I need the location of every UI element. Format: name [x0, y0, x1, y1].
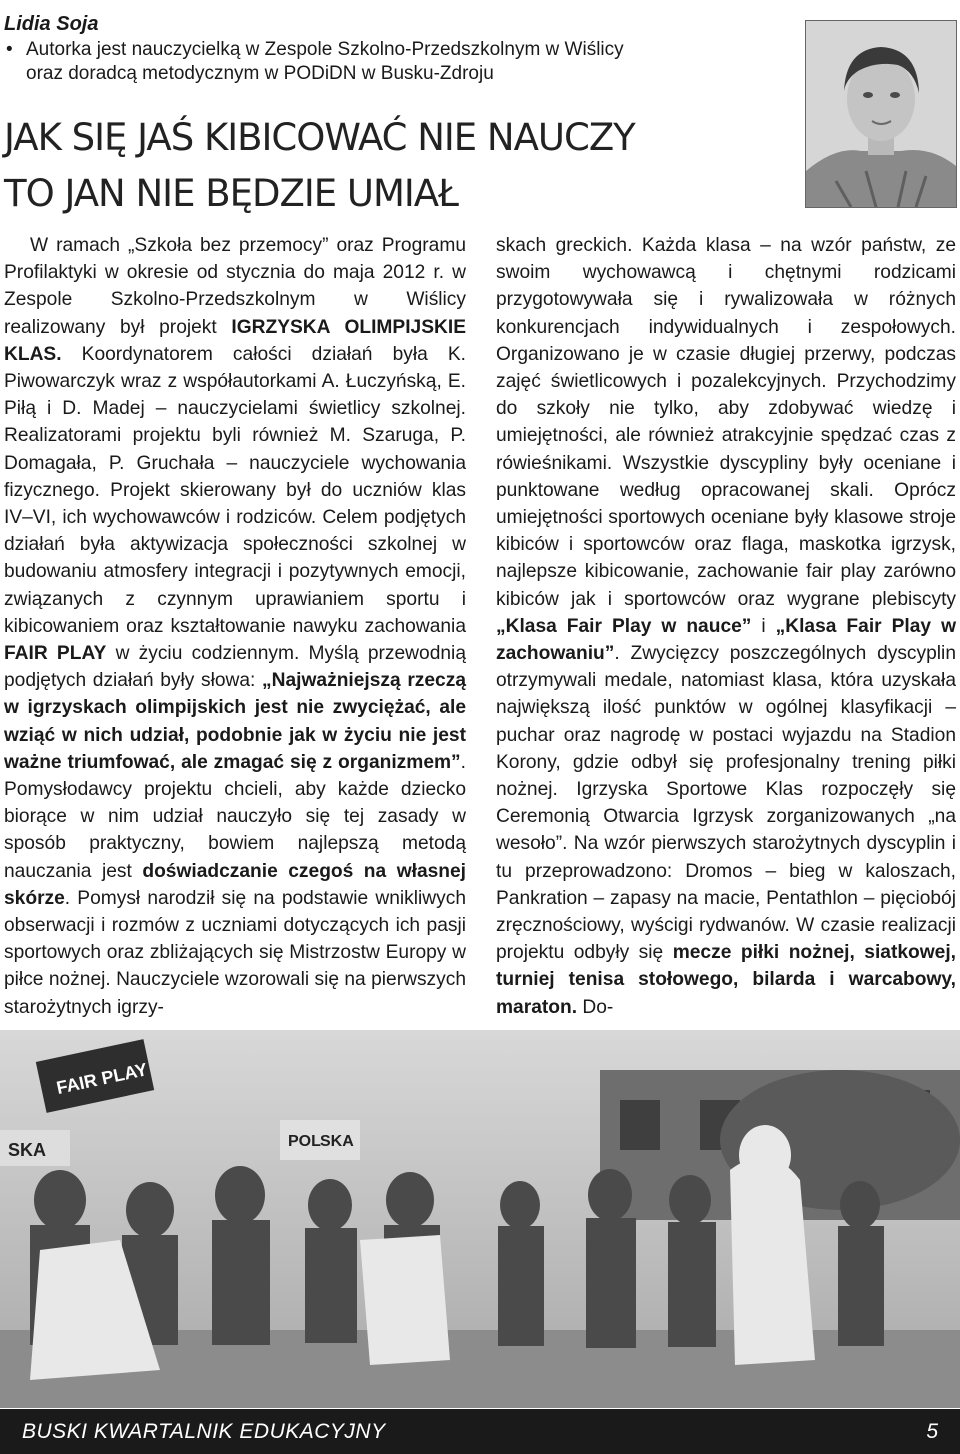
text-run: W ramach „Szkoła bez przemocy” oraz Programu Profilaktyki w okresie od stycznia do maja 2012 r. w Zespole Szkolno-Przedszkolnym w Wiślicy realizowany był projekt — [4, 235, 466, 338]
text-run: i — [751, 615, 776, 637]
text-run: skach greckich. Każda klasa – na wzór państw, ze swoim wychowawcą i chętnymi rodzicami przygotowywała się i rywalizowała w różnych konkurencjach indywidualnych i zespołowych. Organizowano je w czasie długiej przerwy, podczas zajęć świetlicowych i pozalekcyjnych. Przychodzimy do szkoły nie tylko, aby zdobywać wiedzę i umiejętności, ale również atrakcyjnie spędzać czas z rówieśnikami. Wszystkie dyscypliny były oceniane i punktowane według opracowanej skali. Oprócz umiejętności sportowych oceniane były klasowe stroje kibiców i sportowców oraz flaga, maskotka igrzysk, najlepsze kibicowanie, zachowanie fair play zarówno kibiców jak i sportowców oraz wygrane plebiscyty — [496, 235, 956, 610]
article-column-right — [496, 232, 956, 1021]
bullet-icon: • — [6, 39, 13, 60]
publication-title: BUSKI KWARTALNIK EDUKACYJNY — [22, 1419, 386, 1443]
author-bio-text: Autorka jest nauczycielką w Zespole Szkolno-Przedszkolnym w Wiślicy oraz doradcą metodycznym w PODiDN w Busku-Zdroju — [26, 39, 624, 84]
text-run: . Zwycięzcy poszczególnych dyscyplin otrzymywali medale, natomiast klasa, która uzyskała największą ilość punktów w ogólnej klasyfikacji – puchar oraz nagrodę w postaci wyjazdu na Stadion Korony, gdzie odbył się profesjonalny trening piłki nożnej. Igrzyska Sportowe Klas rozpoczęły się Ceremonią Otwarcia Igrzysk zorganizowanych „na wesoło”. Na wzór pierwszych starożytnych dyscyplin i tu przeprowadzono: Dromos – bieg w kaloszach, Pankration – zapasy na macie, Pentathlon – pięciobój zręcznościowy, wyścigi rydwanów. W czasie realizacji projektu odbyły się — [496, 643, 956, 964]
bold-text-run: „Klasa Fair Play w nauce” — [496, 615, 752, 637]
sign-text: SKA — [320, 1133, 354, 1150]
page-number: 5 — [926, 1419, 938, 1443]
text-run: . Pomysłodawcy projektu chcieli, aby każde dziecko biorące w nim udział nauczyło się tej zasady w sposób praktyczny, bowiem najlepszą metodą nauczania jest — [4, 751, 466, 882]
bold-quote: „Najważniejszą rzeczą w igrzyskach olimpijskich jest nie zwyciężać, ale wziąć w nich udział, podobnie jak w życiu nie jest ważne triumfować, ale zmagać się z organizmem” — [4, 670, 466, 773]
event-photo — [0, 1030, 960, 1408]
sign-text: FAIR PLAY — [54, 1059, 150, 1099]
author-bio — [4, 38, 784, 86]
text-run: Do- — [577, 996, 614, 1018]
author-block — [4, 12, 784, 86]
page-footer — [0, 1409, 960, 1454]
text-run: . Pomysł narodził się na podstawie wnikliwych obserwacji i rozmów z uczniami dotyczących ich pasji sportowych oraz zbliżających się Mistrzostw Europy w piłce nożnej. Nauczyciele wzorowali się na pierwszych starożytnych igrzy- — [4, 887, 466, 1018]
text-run: w życiu codziennym. Myślą przewodnią podjętych działań były słowa: — [4, 643, 466, 692]
author-portrait-photo — [805, 20, 957, 208]
article-headline: JAK SIĘ JAŚ KIBICOWAĆ NIE NAUCZY TO JAN NIE BĘDZIE UMIAŁ — [4, 116, 635, 215]
bold-text-run: „Klasa Fair Play w zachowaniu” — [496, 615, 956, 665]
sign-text: SKA — [8, 1140, 47, 1160]
bold-text-run: doświadczanie czegoś na własnej skórze — [4, 860, 467, 909]
portrait-image — [806, 21, 956, 207]
bold-text-run: IGRZYSKA OLIMPIJSKIE KLAS. — [4, 316, 466, 365]
article-column-left — [4, 232, 466, 1021]
event-photo-image — [0, 1030, 960, 1408]
bold-text-run: FAIR PLAY — [4, 643, 107, 665]
text-run: Koordynatorem całości działań była K. Piwowarczyk wraz z współautorkami A. Łuczyńską, E. Piłą i D. Madej – nauczycielami świetlicy szkolnej. Realizatorami projektu byli również M. Szaruga, P. Domagała, P. Gruchała – nauczyciele wychowania fizycznego. Projekt skierowany był do uczniów klas IV–VI, ich wychowawców i rodziców. Celem podjętych działań była aktywizacja społeczności szkolnej w budowaniu atmosfery integracji i pozytywnych emocji, związanych z czynnym uprawianiem sportu i kibicowaniem oraz kształtowanie nawyku zachowania — [4, 343, 466, 637]
sign-text: POL — [288, 1133, 321, 1150]
author-name: Lidia Soja — [4, 13, 99, 35]
bold-text-run: mecze piłki nożnej, siatkowej, turniej tenisa stołowego, bilarda i warcabowy, maraton. — [496, 942, 956, 1018]
